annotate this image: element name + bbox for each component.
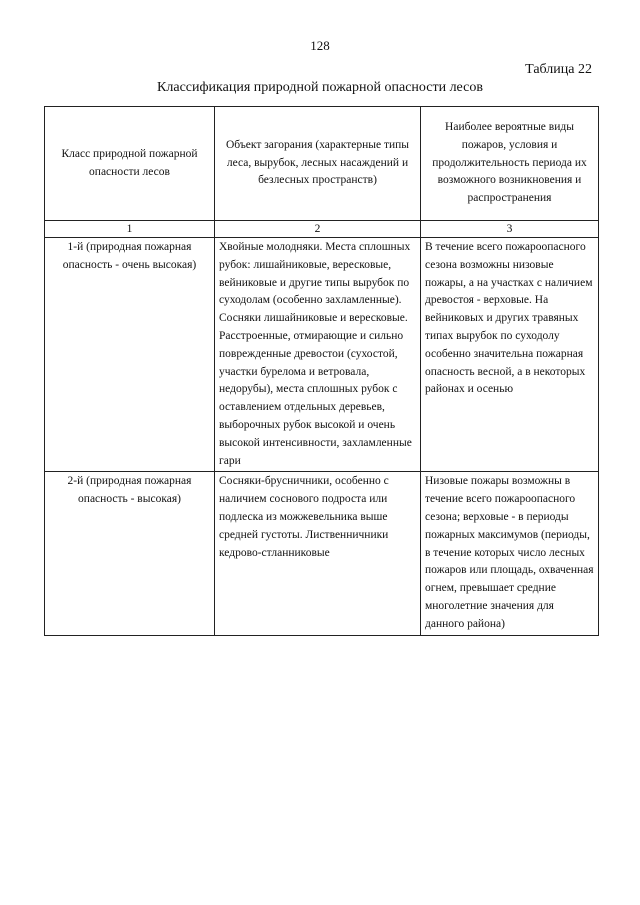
column-number: 3 <box>421 221 599 238</box>
header-object: Объект загорания (характерные типы леса, вырубок, лесных насаждений и безлесных пространств) <box>215 107 421 221</box>
ignition-object-cell: Хвойные молодняки. Места сплошных рубок: лишайниковые, вересковые, вейниковые и другие типы вырубок по суходолам (особенно захламленные). Сосняки лишайниковые и вересковые. Расстроенные, отмирающие и сильно поврежденные древостои (сухостой, участки бурелома и ветровала, недорубы), места сплошных рубок с оставлением отдельных деревьев, выборочных рубок высокой и очень высокой интенсивности, захламленные гари <box>215 238 421 472</box>
danger-class-cell: 1-й (природная пожарная опасность - очень высокая) <box>45 238 215 472</box>
header-fires: Наиболее вероятные виды пожаров, условия и продолжительность периода их возможного возникновения и распространения <box>421 107 599 221</box>
table-header-row <box>45 107 599 221</box>
danger-class-cell: 2-й (природная пожарная опасность - высокая) <box>45 472 215 635</box>
fire-danger-table <box>44 106 599 636</box>
fire-types-cell: Низовые пожары возможны в течение всего пожароопасного сезона; верховые - в периоды пожарных максимумов (периоды, в течение которых число лесных пожаров или площадь, охваченная огнем, превышает средние многолетние значения для данного района) <box>421 472 599 635</box>
ignition-object-cell: Сосняки-брусничники, особенно с наличием соснового подроста или подлеска из можжевельника выше средней густоты. Лиственничники кедрово-стланниковые <box>215 472 421 635</box>
page-number: 128 <box>310 38 330 53</box>
column-number-row <box>45 221 599 238</box>
table-row <box>45 472 599 635</box>
fire-types-cell: В течение всего пожароопасного сезона возможны низовые пожары, а на участках с наличием древостоя - верховые. На вейниковых и других травяных типах вырубок по суходолу особенно значительна пожарная опасность весной, а в некоторых районах и осенью <box>421 238 599 472</box>
table-row <box>45 238 599 472</box>
table-label: Таблица 22 <box>525 62 592 77</box>
header-class: Класс природной пожарной опасности лесов <box>45 107 215 221</box>
column-number: 1 <box>45 221 215 238</box>
column-number: 2 <box>215 221 421 238</box>
table-title: Классификация природной пожарной опасности лесов <box>157 80 483 95</box>
